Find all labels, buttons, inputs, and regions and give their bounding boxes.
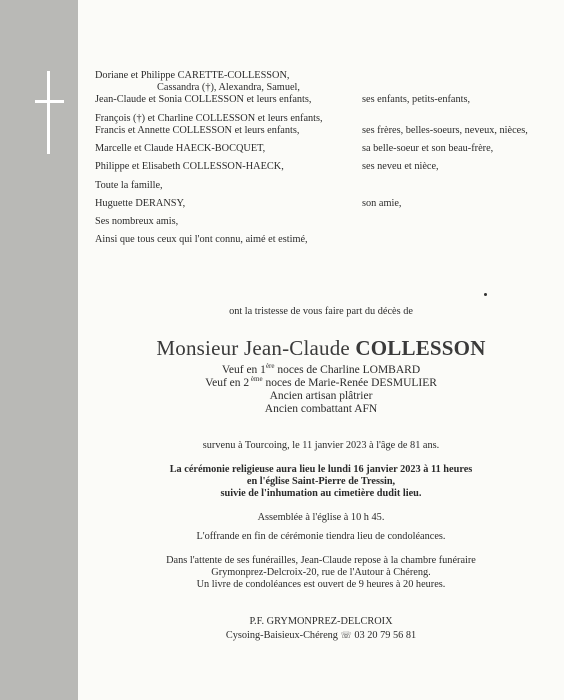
company-contact [78, 629, 564, 642]
family-line: Ses nombreux amis, [95, 216, 179, 227]
ceremony-line: en l'église Saint-Pierre de Tressin, [246, 476, 396, 487]
family-line: Marcelle et Claude HAECK-BOCQUET, [95, 143, 266, 154]
death-notice: survenu à Tourcoing, le 11 janvier 2023 à l'âge de 81 ans. [202, 440, 440, 451]
veteran-status: Ancien combattant AFN [264, 403, 378, 415]
funeral-company: P.F. GRYMONPREZ-DELCROIX [249, 616, 393, 627]
family-line: Philippe et Elisabeth COLLESSON-HAECK, [95, 161, 284, 172]
deceased-surname: COLLESSON [355, 336, 486, 360]
family-line: Ainsi que tous ceux qui l'ont connu, aimé et estimé, [95, 234, 308, 245]
occupation: Ancien artisan plâtrier [269, 390, 373, 402]
ink-dot [484, 293, 487, 296]
assembly-time: Assemblée à l'église à 10 h 45. [257, 512, 385, 523]
cross-icon-bar [35, 100, 64, 103]
cross-icon [47, 71, 50, 154]
telephone-icon: ☏ [340, 630, 352, 640]
funeral-home-line: Un livre de condoléances est ouvert de 9 heures à 20 heures. [196, 579, 446, 590]
relation-line: ses enfants, petits-enfants, [362, 94, 471, 105]
family-line: Huguette DERANSY, [95, 198, 186, 209]
side-band [0, 0, 78, 700]
announcement: ont la tristesse de vous faire part du décès de [229, 306, 413, 317]
widower-first: Veuf en 1ère noces de Charline LOMBARD [221, 362, 421, 376]
offering-note: L'offrande en fin de cérémonie tiendra lieu de condoléances. [196, 531, 446, 542]
relation-line: ses neveu et nièce, [362, 161, 439, 172]
family-line: Cassandra (†), Alexandra, Samuel, [157, 82, 300, 93]
family-line: François (†) et Charline COLLESSON et leurs enfants, [95, 113, 323, 124]
family-line: Jean-Claude et Sonia COLLESSON et leurs enfants, [95, 94, 312, 105]
company-phone: 03 20 79 56 81 [354, 630, 417, 641]
relation-line: ses frères, belles-soeurs, neveux, nièces, [362, 125, 528, 136]
company-city: Cysoing-Baisieux-Chéreng [225, 630, 338, 641]
family-line: Doriane et Philippe CARETTE-COLLESSON, [95, 70, 290, 81]
ceremony-line: La cérémonie religieuse aura lieu le lundi 16 janvier 2023 à 11 heures [169, 464, 473, 475]
funeral-home-line: Grymonprez-Delcroix-20, rue de l'Autour à Chéreng. [211, 567, 431, 578]
family-line: Francis et Annette COLLESSON et leurs enfants, [95, 125, 300, 136]
deceased-name [78, 336, 564, 361]
ceremony-line: suivie de l'inhumation au cimetière dudit lieu. [220, 488, 422, 499]
funeral-home-line: Dans l'attente de ses funérailles, Jean-Claude repose à la chambre funéraire [166, 555, 476, 566]
widower-second: Veuf en 2 $^{ème}$ noces de Marie-Renée DESMULIER [205, 375, 437, 389]
relation-line: son amie, [362, 198, 402, 209]
deceased-first-name: Monsieur Jean-Claude [156, 336, 356, 360]
relation-line: sa belle-soeur et son beau-frère, [362, 143, 494, 154]
family-line: Toute la famille, [95, 180, 163, 191]
